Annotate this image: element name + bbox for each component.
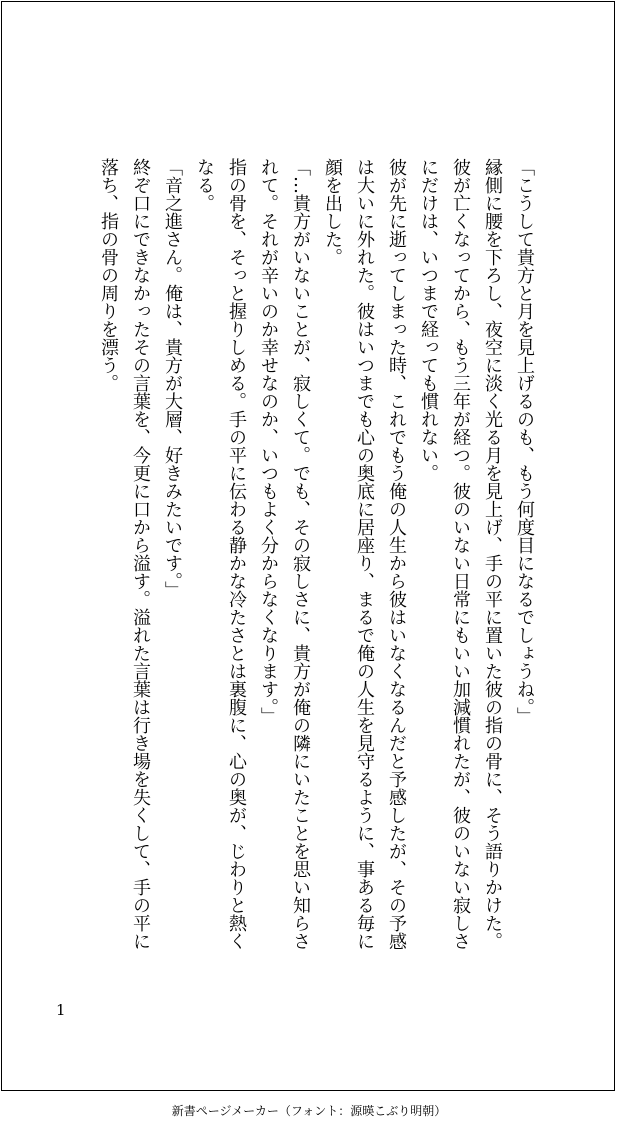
paragraph: 終ぞ口にできなかったその言葉を、今更に口から溢す。溢れた言葉は行き場を失くして、手の平に落ち、指の骨の周りを漂う。 — [98, 158, 151, 950]
paragraph: 指の骨を、そっと握りしめる。手の平に伝わる静かな冷たさとは裏腹に、心の奥が、じわりと熱くなる。 — [194, 158, 247, 950]
page-frame — [1, 1, 615, 1091]
paragraph: 「音之進さん。俺は、貴方が大層、好きみたいです。」 — [162, 158, 183, 599]
paragraph: 彼が先に逝ってしまった時、これでもう俺の人生から彼はいなくなるんだと予感したが、その予感は大いに外れた。彼はいつまでも心の奥底に居座り、まるで俺の人生を見守るように、事ある毎に顔を出した。 — [322, 158, 407, 950]
paragraph: 縁側に腰を下ろし、夜空に淡く光る月を見上げ、手の平に置いた彼の指の骨に、そう語りかけた。 — [482, 158, 503, 950]
footer-credit: 新書ページメーカー（フォント：源暎こぶり明朝） — [171, 1104, 447, 1118]
page-number: 1 — [56, 1001, 66, 1019]
paragraph: 彼が亡くなってから、もう三年が経つ。彼のいない日常にもいい加減慣れたが、彼のいない寂しさにだけは、いつまで経っても慣れない。 — [418, 158, 471, 950]
paragraph: 「…貴方がいないことが、寂しくて。でも、その寂しさに、貴方が俺の隣にいたことを思い知らされて。それが辛いのか幸せなのか、いつもよく分からなくなります。」 — [258, 158, 311, 950]
vertical-text-body — [68, 158, 540, 958]
paragraph: 「こうして貴方と月を見上げるのも、もう何度目になるでしょうね。」 — [514, 158, 535, 725]
